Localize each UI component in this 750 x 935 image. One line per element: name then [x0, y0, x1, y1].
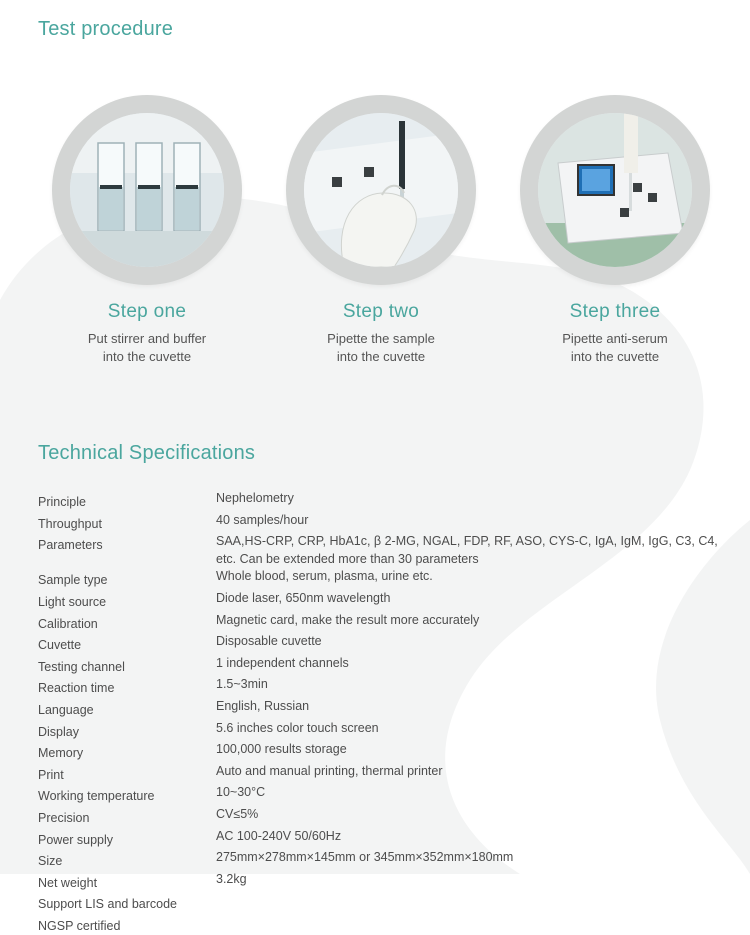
step-two-description: Pipette the sample into the cuvette [327, 331, 435, 364]
spec-row-sample-type [38, 568, 718, 590]
step-three-title: Step three [569, 301, 661, 322]
spec-value: 1 independent channels [216, 655, 349, 670]
spec-row-language [38, 698, 718, 720]
spec-label: Display [38, 724, 79, 739]
spec-row-lis-barcode [38, 892, 718, 914]
spec-label: Memory [38, 746, 84, 761]
spec-value: 275mm×278mm×145mm or 345mm×352mm×180mm [216, 850, 514, 865]
spec-row-memory [38, 741, 718, 763]
spec-row-power-supply [38, 828, 718, 850]
spec-label: Cuvette [38, 638, 82, 653]
spec-value: CV≤5% [216, 806, 259, 821]
spec-value: 3.2kg [216, 871, 247, 886]
spec-label: Net weight [38, 875, 98, 890]
spec-row-print [38, 763, 718, 785]
spec-label: Calibration [38, 616, 98, 631]
spec-label: Throughput [38, 516, 102, 531]
spec-label: Size [38, 854, 63, 869]
spec-value: 1.5~3min [216, 677, 268, 692]
gloved-hand-pipette-photo [304, 113, 458, 267]
spec-value: Whole blood, serum, plasma, urine etc. [216, 569, 433, 584]
spec-row-calibration [38, 612, 718, 634]
spec-row-cuvette [38, 633, 718, 655]
spec-row-testing-channel [38, 655, 718, 677]
spec-value: Diode laser, 650nm wavelength [216, 590, 391, 605]
spec-value: Nephelometry [216, 491, 294, 505]
spec-row-ngsp [38, 914, 718, 935]
spec-label: Reaction time [38, 681, 115, 696]
spec-label: Parameters [38, 538, 103, 553]
spec-value: 40 samples/hour [216, 512, 309, 527]
step-two-title: Step two [342, 301, 420, 322]
spec-row-throughput [38, 512, 718, 534]
spec-row-light-source [38, 590, 718, 612]
step-two-image-ring [286, 95, 476, 285]
spec-label: Testing channel [38, 659, 125, 674]
spec-label: Working temperature [38, 789, 155, 804]
spec-row-parameters [38, 533, 718, 568]
spec-value: Auto and manual printing, thermal printer [216, 763, 443, 778]
step-one-description: Put stirrer and buffer into the cuvette [87, 331, 207, 364]
step-one-card [42, 95, 252, 366]
spec-value: 5.6 inches color touch screen [216, 720, 379, 735]
spec-row-precision [38, 806, 718, 828]
spec-value: AC 100-240V 50/60Hz [216, 828, 342, 843]
technical-specifications-heading: Technical Specifications [38, 442, 256, 464]
spec-label: NGSP certified [38, 918, 121, 933]
spec-label: Principle [38, 495, 86, 509]
spec-label: Sample type [38, 573, 108, 588]
spec-label: Power supply [38, 832, 114, 847]
analyzer-pipette-photo [538, 113, 692, 267]
step-three-description: Pipette anti-serum into the cuvette [562, 331, 668, 364]
spec-label: Light source [38, 594, 107, 609]
spec-label: Precision [38, 810, 90, 825]
step-two-card [276, 95, 486, 366]
spec-value: 10~30°C [216, 785, 266, 800]
test-procedure-heading: Test procedure [38, 18, 174, 40]
step-three-card [510, 95, 720, 366]
spec-row-working-temperature [38, 784, 718, 806]
specifications-table [38, 490, 718, 935]
spec-value: English, Russian [216, 698, 310, 713]
spec-label: Language [38, 702, 94, 717]
step-three-image-ring [520, 95, 710, 285]
spec-row-principle [38, 490, 718, 512]
spec-label: Print [38, 767, 64, 782]
step-one-image-ring [52, 95, 242, 285]
spec-label: Support LIS and barcode [38, 897, 177, 912]
spec-value: Magnetic card, make the result more accurately [216, 612, 480, 627]
step-one-title: Step one [107, 301, 187, 322]
spec-row-display [38, 720, 718, 742]
spec-value: Disposable cuvette [216, 634, 322, 649]
spec-value: SAA,HS-CRP, CRP, HbA1c, β 2-MG, NGAL, FDP, RF, ASO, CYS-C, IgA, IgM, IgG, C3, C4, etc. Can be extended more than 30 parameters [216, 534, 718, 566]
spec-row-size [38, 849, 718, 871]
spec-row-reaction-time [38, 676, 718, 698]
spec-value: 100,000 results storage [216, 742, 347, 757]
cuvettes-photo [70, 113, 224, 267]
